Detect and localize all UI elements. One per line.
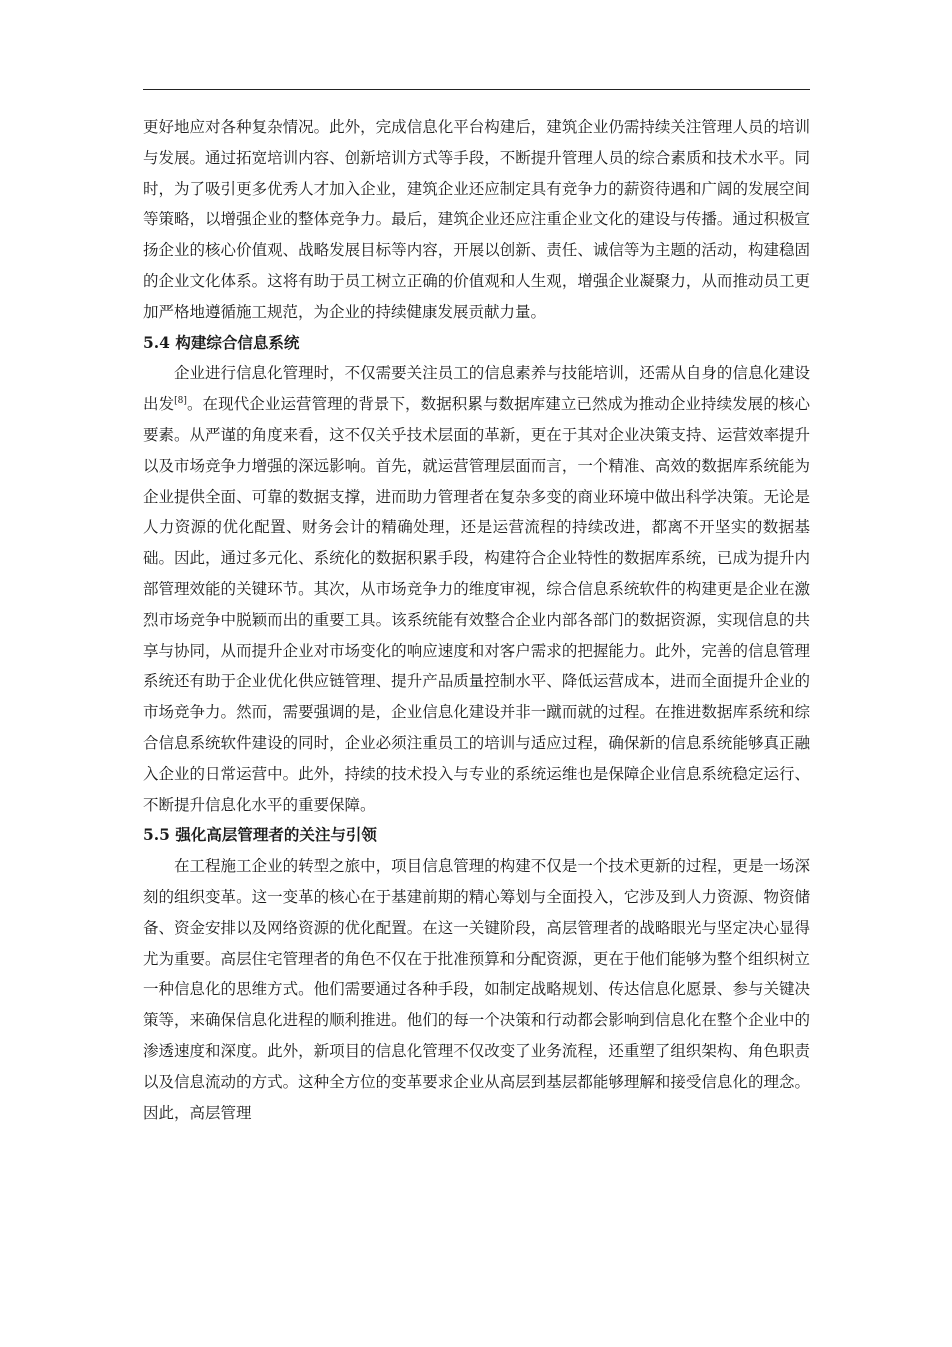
citation-reference: [8] [174, 396, 187, 407]
section-heading-5-4: 5.4 构建综合信息系统 [143, 332, 300, 352]
paragraph-text: 企业进行信息化管理时，不仅需要关注员工的信息素养与技能培训，还需从自身的信息化建设出发 [143, 364, 810, 414]
document-body [143, 112, 810, 1128]
paragraph-section-5-5: 在工程施工企业的转型之旅中，项目信息管理的构建不仅是一个技术更新的过程，更是一场深刻的组织变革。这一变革的核心在于基建前期的精心筹划与全面投入，它涉及到人力资源、物资储备、资金安排以及网络资源的优化配置。在这一关键阶段，高层管理者的战略眼光与坚定决心显得尤为重要。高层住宅管理者的角色不仅在于批准预算和分配资源，更在于他们能够为整个组织树立一种信息化的思维方式。他们需要通过各种手段，如制定战略规划、传达信息化愿景、参与关键决策等，来确保信息化进程的顺利推进。他们的每一个决策和行动都会影响到信息化在整个企业中的渗透速度和深度。此外，新项目的信息化管理不仅改变了业务流程，还重塑了组织架构、角色职责以及信息流动的方式。这种全方位的变革要求企业从高层到基层都能够理解和接受信息化的理念。因此，高层管理 [143, 857, 810, 1122]
paragraph-text: 。在现代企业运营管理的背景下，数据积累与数据库建立已然成为推动企业持续发展的核心要素。从严谨的角度来看，这不仅关乎技术层面的革新，更在于其对企业决策支持、运营效率提升以及市场竞争力增强的深远影响。首先，就运营管理层面而言，一个精准、高效的数据库系统能为企业提供全面、可靠的数据支撑，进而助力管理者在复杂多变的商业环境中做出科学决策。无论是人力资源的优化配置、财务会计的精确处理，还是运营流程的持续改进，都离不开坚实的数据基础。因此，通过多元化、系统化的数据积累手段，构建符合企业特性的数据库系统，已成为提升内部管理效能的关键环节。其次，从市场竞争力的维度审视，综合信息系统软件的构建更是企业在激烈市场竞争中脱颖而出的重要工具。该系统能有效整合企业内部各部门的数据资源，实现信息的共享与协同，从而提升企业对市场变化的响应速度和对客户需求的把握能力。此外，完善的信息管理系统还有助于企业优化供应链管理、提升产品质量控制水平、降低运营成本，进而全面提升企业的市场竞争力。然而，需要强调的是，企业信息化建设并非一蹴而就的过程。在推进数据库系统和综合信息系统软件建设的同时，企业必须注重员工的培训与适应过程，确保新的信息系统能够真正融入企业的日常运营中。此外，持续的技术投入与专业的系统运维也是保障企业信息系统稳定运行、不断提升信息化水平的重要保障。 [143, 395, 810, 814]
paragraph-continuation: 更好地应对各种复杂情况。此外，完成信息化平台构建后，建筑企业仍需持续关注管理人员的培训与发展。通过拓宽培训内容、创新培训方式等手段，不断提升管理人员的综合素质和技术水平。同时，为了吸引更多优秀人才加入企业，建筑企业还应制定具有竞争力的薪资待遇和广阔的发展空间等策略，以增强企业的整体竞争力。最后，建筑企业还应注重企业文化的建设与传播。通过积极宣扬企业的核心价值观、战略发展目标等内容，开展以创新、责任、诚信等为主题的活动，构建稳固的企业文化体系。这将有助于员工树立正确的价值观和人生观，增强企业凝聚力，从而推动员工更加严格地遵循施工规范，为企业的持续健康发展贡献力量。 [143, 118, 810, 321]
section-heading-5-5: 5.5 强化高层管理者的关注与引领 [143, 825, 377, 845]
header-rule [143, 89, 810, 90]
paragraph-section-5-4 [143, 358, 810, 820]
